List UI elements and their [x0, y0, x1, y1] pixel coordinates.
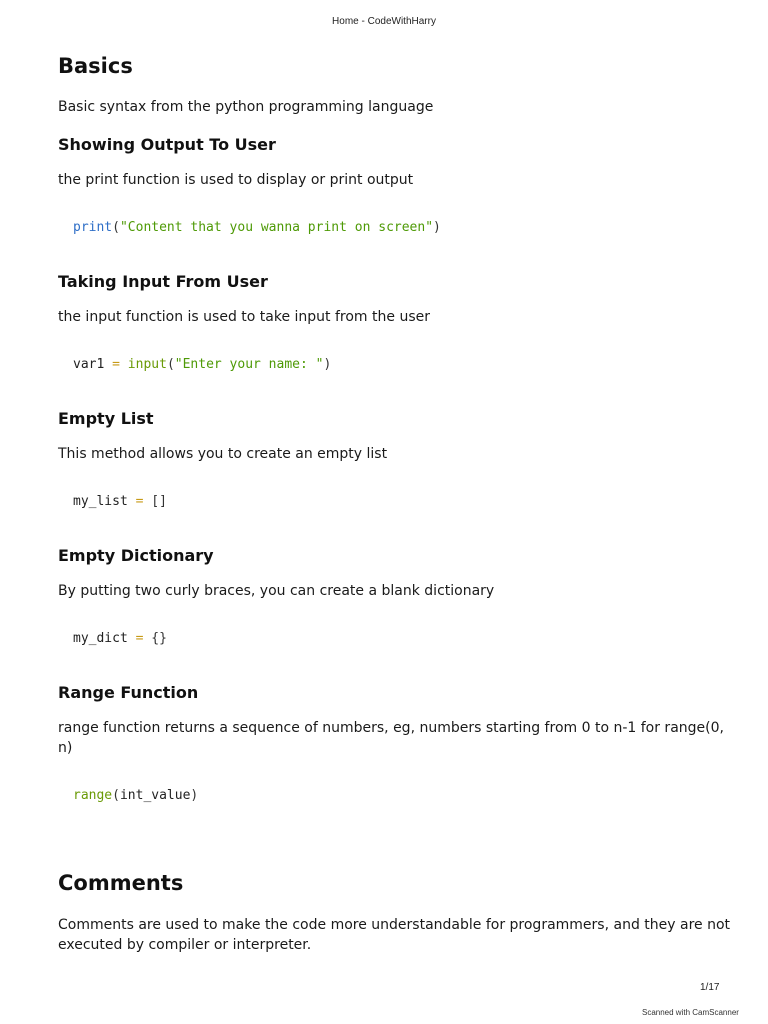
- input-description: the input function is used to take input from the user: [58, 309, 430, 325]
- range-description: range function returns a sequence of numbers, eg, numbers starting from 0 to n-1 for range(0, n): [58, 720, 724, 756]
- output-heading: Showing Output To User: [58, 135, 276, 154]
- code-paren-open: (: [112, 220, 120, 235]
- code-paren-close: ): [190, 788, 199, 803]
- code-input-fn: input: [127, 357, 167, 372]
- code-assign-op: =: [135, 494, 144, 509]
- code-paren-close: ): [433, 220, 441, 235]
- code-my-dict: my_dict: [73, 631, 128, 646]
- dict-heading: Empty Dictionary: [58, 546, 214, 565]
- list-description: This method allows you to create an empty list: [58, 446, 388, 462]
- code-print-fn: print: [73, 220, 113, 235]
- code-input-string: "Enter your name: ": [174, 357, 324, 372]
- page-number: 1/17: [700, 982, 720, 993]
- list-code-block: [73, 494, 730, 509]
- input-heading: Taking Input From User: [58, 272, 268, 291]
- range-heading: Range Function: [58, 683, 199, 702]
- code-assign-op: =: [112, 357, 120, 372]
- comments-heading: Comments: [58, 871, 184, 895]
- comments-description: Comments are used to make the code more understandable for programmers, and they are not executed by compiler or interpreter.: [58, 917, 731, 953]
- dict-code-block: [73, 631, 730, 646]
- code-list-value: []: [151, 494, 167, 509]
- document-content: [58, 54, 730, 955]
- code-print-string: "Content that you wanna print on screen": [119, 220, 434, 235]
- page-header-title: Home - CodeWithHarry: [332, 16, 436, 27]
- code-paren-open: (: [166, 357, 175, 372]
- code-dict-value: {}: [151, 631, 167, 646]
- code-range-arg: int_value: [119, 788, 191, 803]
- output-description: the print function is used to display or print output: [58, 172, 414, 188]
- code-range-fn: range: [73, 788, 113, 803]
- list-heading: Empty List: [58, 409, 154, 428]
- input-code-block: [73, 357, 730, 372]
- code-paren-open: (: [112, 788, 120, 803]
- code-my-list: my_list: [73, 494, 128, 509]
- code-var1: var1: [73, 357, 105, 372]
- basics-intro: Basic syntax from the python programming language: [58, 99, 434, 115]
- scanner-watermark: Scanned with CamScanner: [642, 1008, 739, 1017]
- code-assign-op: =: [135, 631, 144, 646]
- range-code-block: [73, 788, 730, 803]
- code-paren-close: ): [323, 357, 332, 372]
- output-code-block: [73, 220, 730, 235]
- dict-description: By putting two curly braces, you can create a blank dictionary: [58, 583, 495, 599]
- basics-heading: Basics: [58, 54, 133, 78]
